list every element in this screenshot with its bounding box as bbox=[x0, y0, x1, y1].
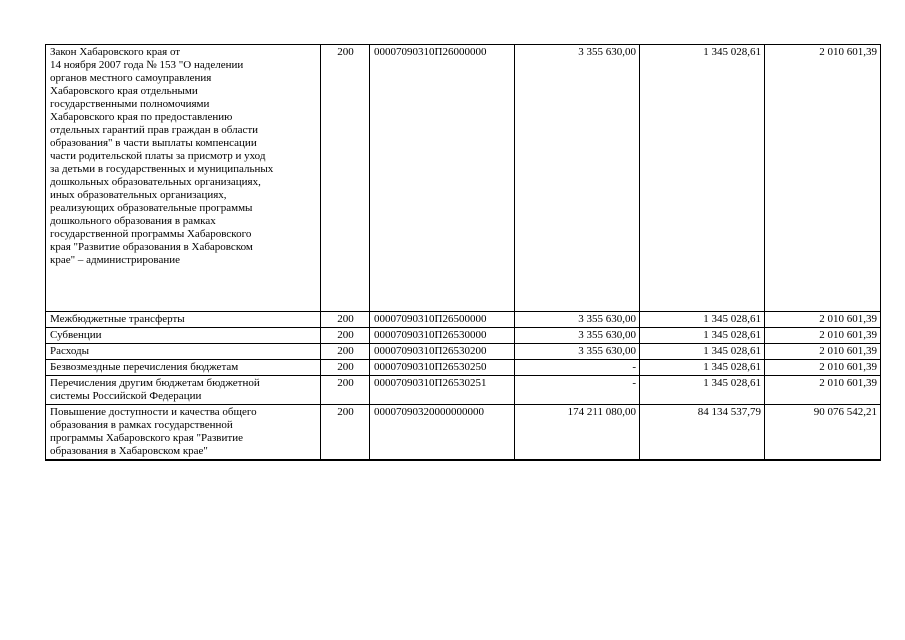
row-code: 200 bbox=[321, 45, 370, 312]
row-approved-amount: 3 355 630,00 bbox=[515, 45, 640, 312]
row-target-code: 00007090310П26530000 bbox=[370, 328, 515, 344]
row-target-code: 00007090310П26530200 bbox=[370, 344, 515, 360]
row-name: Межбюджетные трансферты bbox=[46, 312, 321, 328]
row-executed-amount: 84 134 537,79 bbox=[640, 405, 765, 461]
row-target-code: 00007090310П26530251 bbox=[370, 376, 515, 405]
row-code: 200 bbox=[321, 405, 370, 461]
row-executed-amount: 1 345 028,61 bbox=[640, 344, 765, 360]
table-row bbox=[46, 360, 881, 376]
row-approved-amount: - bbox=[515, 376, 640, 405]
row-code: 200 bbox=[321, 376, 370, 405]
table-row bbox=[46, 328, 881, 344]
row-code: 200 bbox=[321, 344, 370, 360]
row-unexecuted-amount: 2 010 601,39 bbox=[765, 45, 881, 312]
row-unexecuted-amount: 90 076 542,21 bbox=[765, 405, 881, 461]
row-target-code: 00007090310П26530250 bbox=[370, 360, 515, 376]
row-executed-amount: 1 345 028,61 bbox=[640, 328, 765, 344]
table-row bbox=[46, 344, 881, 360]
row-executed-amount: 1 345 028,61 bbox=[640, 312, 765, 328]
row-unexecuted-amount: 2 010 601,39 bbox=[765, 360, 881, 376]
row-unexecuted-amount: 2 010 601,39 bbox=[765, 376, 881, 405]
row-target-code: 00007090310П26000000 bbox=[370, 45, 515, 312]
row-approved-amount: 174 211 080,00 bbox=[515, 405, 640, 461]
table-row bbox=[46, 45, 881, 312]
row-approved-amount: 3 355 630,00 bbox=[515, 344, 640, 360]
row-target-code: 00007090320000000000 bbox=[370, 405, 515, 461]
budget-execution-table bbox=[45, 44, 881, 461]
row-executed-amount: 1 345 028,61 bbox=[640, 45, 765, 312]
row-approved-amount: - bbox=[515, 360, 640, 376]
row-unexecuted-amount: 2 010 601,39 bbox=[765, 312, 881, 328]
row-executed-amount: 1 345 028,61 bbox=[640, 360, 765, 376]
row-name: Расходы bbox=[46, 344, 321, 360]
row-name: Повышение доступности и качества общего образования в рамках государственной программы Хабаровского края "Развитие образования в Хабаровском крае" bbox=[46, 405, 321, 461]
row-executed-amount: 1 345 028,61 bbox=[640, 376, 765, 405]
row-approved-amount: 3 355 630,00 bbox=[515, 328, 640, 344]
row-code: 200 bbox=[321, 328, 370, 344]
row-code: 200 bbox=[321, 312, 370, 328]
row-name: Закон Хабаровского края от 14 ноября 2007 года № 153 "О наделении органов местного самоуправления Хабаровского края отдельными государственными полномочиями Хабаровского края по предоставлению отдельных гарантий прав граждан в области образования" в части выплаты компенсации части родительской платы за присмотр и уход за детьми в государственных и муниципальных дошкольных образовательных организациях, иных образовательных организациях, реализующих образовательные программы дошкольного образования в рамках государственной программы Хабаровского края "Развитие образования в Хабаровском крае" – администрирование bbox=[46, 45, 321, 312]
row-name: Безвозмездные перечисления бюджетам bbox=[46, 360, 321, 376]
row-approved-amount: 3 355 630,00 bbox=[515, 312, 640, 328]
row-code: 200 bbox=[321, 360, 370, 376]
row-target-code: 00007090310П26500000 bbox=[370, 312, 515, 328]
row-name: Перечисления другим бюджетам бюджетной системы Российской Федерации bbox=[46, 376, 321, 405]
table-row bbox=[46, 405, 881, 461]
row-unexecuted-amount: 2 010 601,39 bbox=[765, 328, 881, 344]
row-name: Субвенции bbox=[46, 328, 321, 344]
table-row bbox=[46, 376, 881, 405]
table-row bbox=[46, 312, 881, 328]
row-unexecuted-amount: 2 010 601,39 bbox=[765, 344, 881, 360]
